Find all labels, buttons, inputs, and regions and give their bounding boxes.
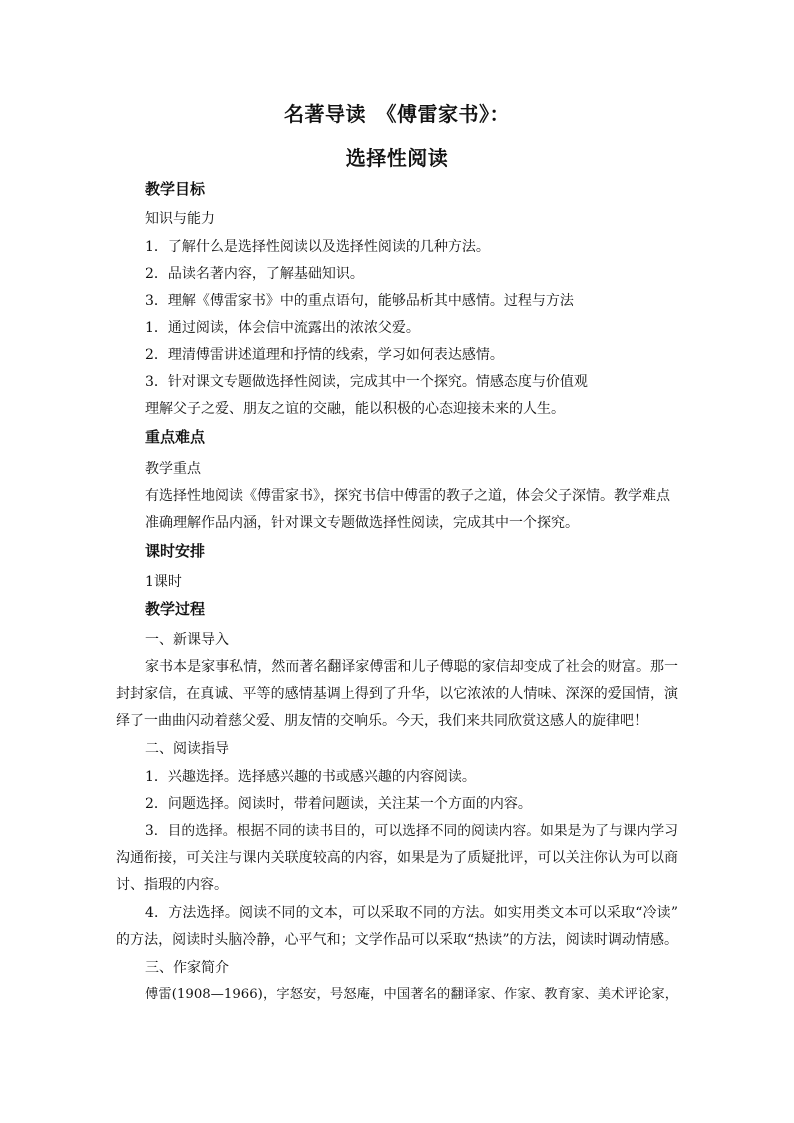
goal-item: 1．通过阅读，体会信中流露出的浓浓父爱。 <box>145 320 420 336</box>
section-heading-key-points: 重点难点 <box>145 428 206 446</box>
guide-item: 讨、指瑕的内容。 <box>116 877 228 893</box>
paragraph-line: 傅雷(1908—1966)，字怒安，号怒庵，中国著名的翻译家、作家、教育家、美术评论家， <box>145 987 678 1002</box>
section-heading-schedule: 课时安排 <box>145 542 206 560</box>
guide-item: 沟通衔接，可关注与课内关联度较高的内容，如果是为了质疑批评，可以关注你认为可以商 <box>116 850 678 866</box>
subheading-ability: 知识与能力 <box>145 211 215 227</box>
paragraph-line: 封封家信，在真诚、平等的感情基调上得到了升华，以它浓浓的人情味、深深的爱国情，演 <box>116 686 678 702</box>
paragraph-line: 绎了一曲曲闪动着慈父爱、朋友情的交响乐。今天，我们来共同欣赏这感人的旋律吧！ <box>116 713 648 729</box>
goal-item: 3．针对课文专题做选择性阅读，完成其中一个探究。情感态度与价值观 <box>145 374 588 390</box>
goal-item: 3．理解《傅雷家书》中的重点语句，能够品析其中感情。过程与方法 <box>145 293 574 309</box>
guide-item: 3．目的选择。根据不同的读书目的，可以选择不同的阅读内容。如果是为了与课内学习 <box>145 823 678 839</box>
goal-item: 2．品读名著内容，了解基础知识。 <box>145 266 364 282</box>
guide-item: 的方法，阅读时头脑冷静，心平气和；文学作品可以采取“热读”的方法，阅读时调动情感。 <box>116 932 678 948</box>
section-heading-process: 教学过程 <box>145 600 206 618</box>
paragraph-line: 家书本是家事私情，然而著名翻译家傅雷和儿子傅聪的家信却变成了社会的财富。那一 <box>145 659 678 675</box>
subheading-key: 教学重点 <box>145 461 201 477</box>
goal-item: 2．理清傅雷讲述道理和抒情的线索，学习如何表达感情。 <box>145 347 504 363</box>
key-point-text: 有选择性地阅读《傅雷家书》，探究书信中傅雷的教子之道，体会父子深情。教学难点 <box>145 488 670 504</box>
guide-item: 4．方法选择。阅读不同的文本，可以采取不同的方法。如实用类文本可以采取“冷读” <box>145 905 678 921</box>
guide-item: 2．问题选择。阅读时，带着问题读，关注某一个方面的内容。 <box>145 796 532 812</box>
subheading-new-lesson: 一、新课导入 <box>145 632 229 648</box>
goal-item: 理解父子之爱、朋友之谊的交融，能以积极的心态迎接未来的人生。 <box>145 401 565 417</box>
goal-item: 1．了解什么是选择性阅读以及选择性阅读的几种方法。 <box>145 239 490 255</box>
document-subtitle: 选择性阅读 <box>345 146 449 170</box>
subheading-author: 三、作家简介 <box>145 960 229 976</box>
schedule-value: 1课时 <box>145 574 182 590</box>
subheading-reading-guide: 二、阅读指导 <box>145 741 229 757</box>
document-title: 名著导读 《傅雷家书》： <box>284 102 510 126</box>
section-heading-goals: 教学目标 <box>145 180 206 198</box>
key-point-text: 准确理解作品内涵，针对课文专题做选择性阅读，完成其中一个探究。 <box>145 515 579 531</box>
guide-item: 1．兴趣选择。选择感兴趣的书或感兴趣的内容阅读。 <box>145 769 476 785</box>
